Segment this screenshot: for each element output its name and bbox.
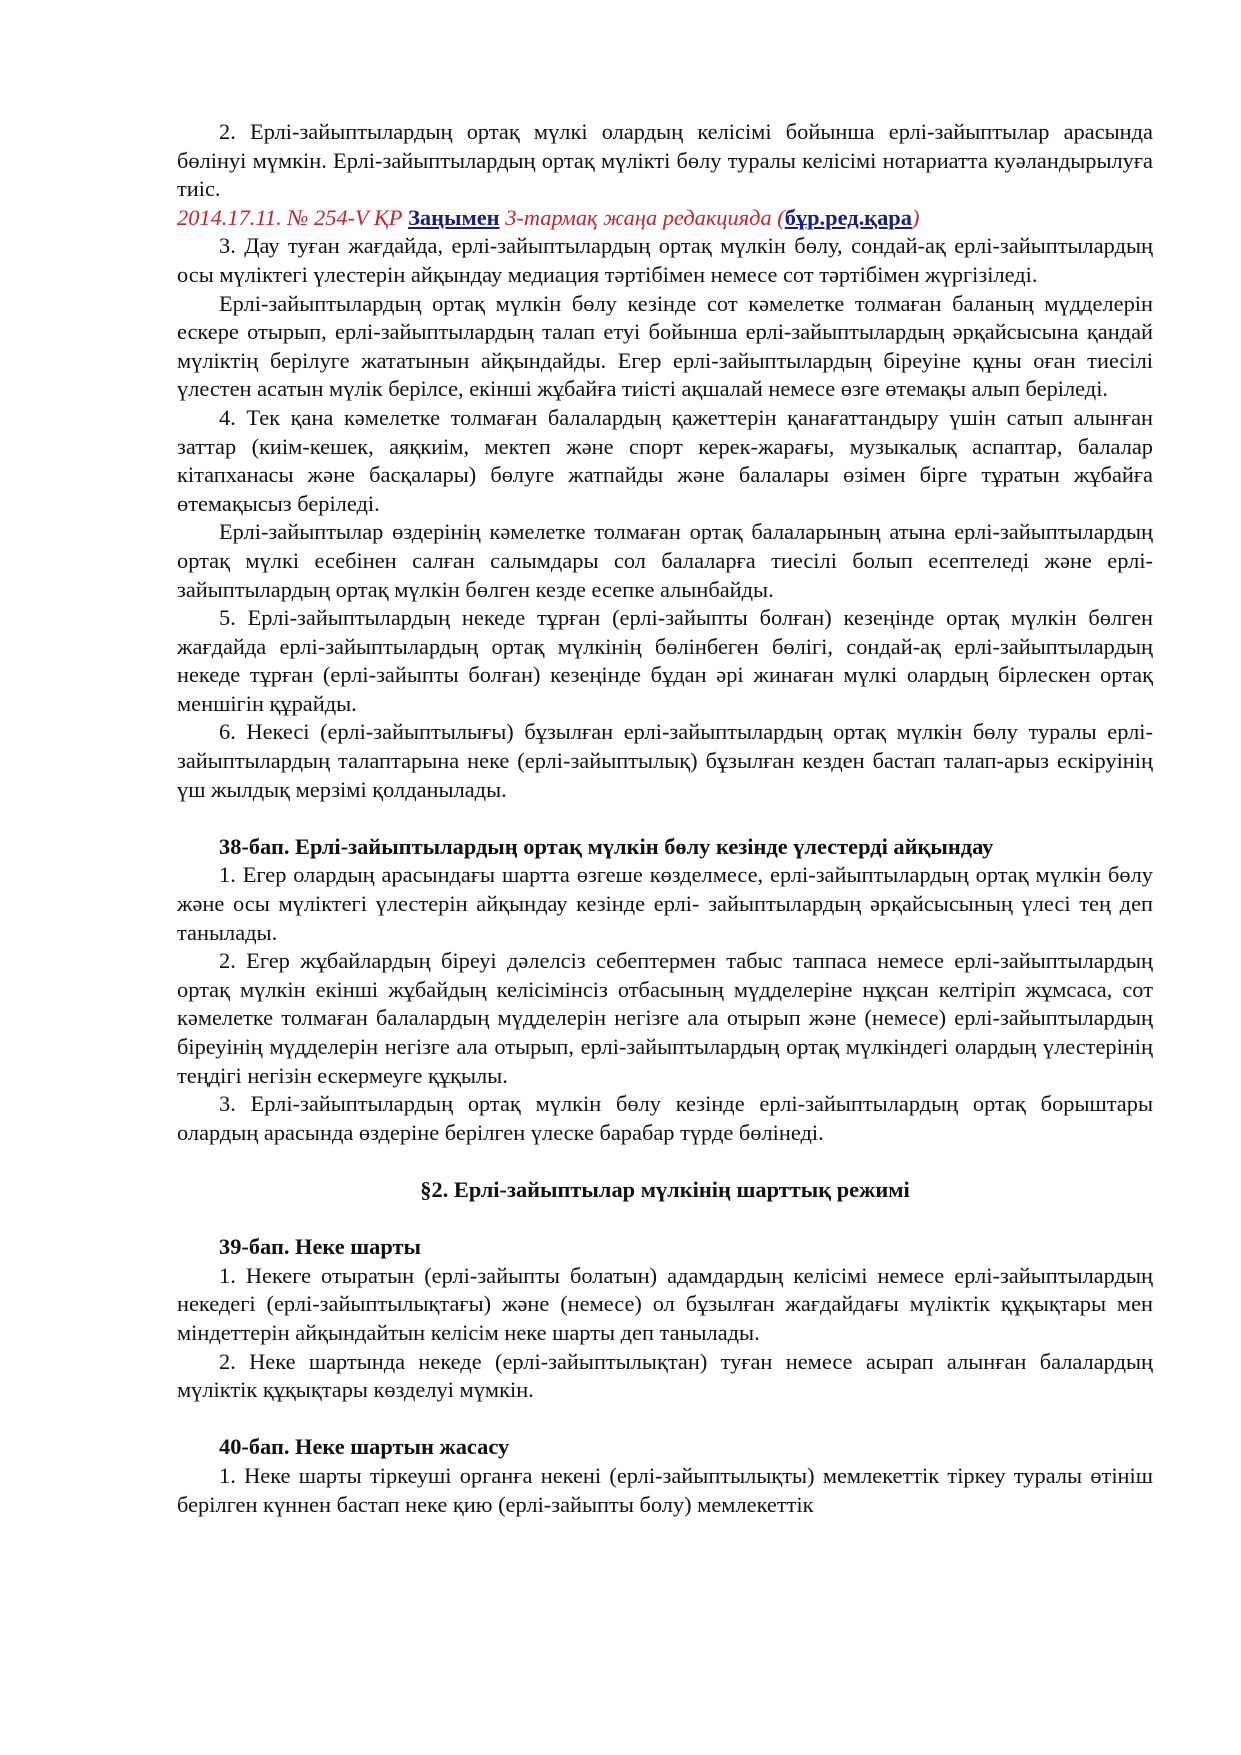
close-paren: )	[911, 204, 920, 230]
paragraph-37-4b: Ерлі-зайыптылар өздерінің кәмелетке толмаған ортақ балаларының атына ерлі-зайыптылардың ортақ мүлкі есебінен салған салымдары сол балаларға тиесілі болып есептеледі және ерлі-зайыптылардың ортақ мүлкін бөлген кезде есепке алынбайды.	[177, 519, 1153, 602]
previous-edition-link[interactable]: бұр.ред.қара	[784, 204, 912, 230]
article-40-title: 40-бап. Неке шартын жасасу	[219, 1434, 510, 1460]
paragraph-38-1: 1. Егер олардың арасындағы шартта өзгеше көзделмесе, ерлі-зайыптылардың ортақ мүлкін бөлу және осы мүліктегі үлестерін айқындау кезінде ерлі- зайыптылардың әрқайсысының үлесі тең деп танылады.	[177, 862, 1153, 945]
article-39-title: 39-бап. Неке шарты	[219, 1234, 422, 1260]
paragraph-37-2: 2. Ерлі-зайыптылардың ортақ мүлкі олардың келісімі бойынша ерлі-зайыптылар арасында бөлінуі мүмкін. Ерлі-зайыптылардың ортақ мүлікті бөлу туралы келісімі нотариатта куәландырылуға тиіс.	[177, 119, 1153, 202]
amendment-middle: 3-тармақ жаңа редакцияда	[505, 204, 772, 230]
paragraph-38-3: 3. Ерлі-зайыптылардың ортақ мүлкін бөлу кезінде ерлі-зайыптылардың ортақ борыштары олардың арасында өздеріне берілген үлеске барабар түрде бөлінеді.	[177, 1091, 1153, 1145]
amendment-prefix: 2014.17.11. № 254-V ҚР	[177, 204, 403, 230]
amendment-note	[177, 204, 1153, 233]
paragraph-38-2: 2. Егер жұбайлардың біреуі дәлелсіз себептермен табыс таппаса немесе ерлі-зайыптылардың ортақ мүлкін екінші жұбайдың келісімінсіз отбасының мүдделеріне нұқсан келтіріп жұмсаса, сот кәмелетке толмаған балалардың мүдделерін негізге ала отырып және (немесе) ерлі-зайыптылардың біреуінің мүдделерін негізге ала отырып, ерлі-зайыптылардың ортақ мүлкіндегі олардың үлестерінің теңдігі негізін ескермеуге құқылы.	[177, 948, 1153, 1088]
open-paren: (	[777, 204, 785, 230]
paragraph-37-6: 6. Некесі (ерлі-зайыптылығы) бұзылған ерлі-зайыптылардың ортақ мүлкін бөлу туралы ерлі-зайыптылардың талаптарына неке (ерлі-зайыптылық) бұзылған кезден бастап талап-арыз ескіруінің үш жылдық мерзімі қолданылады.	[177, 719, 1153, 802]
paragraph-37-4: 4. Тек қана кәмелетке толмаған балалардың қажеттерін қанағаттандыру үшін сатып алынған заттар (киім-кешек, аяқкиім, мектеп және спорт керек-жарағы, музыкалық аспаптар, балалар кітапханасы және басқалары) бөлуге жатпайды және балалары өзімен бірге тұратын жұбайға өтемақысыз беріледі.	[177, 404, 1153, 516]
spacer	[177, 804, 1153, 833]
paragraph-37-3b: Ерлі-зайыптылардың ортақ мүлкін бөлу кезінде сот кәмелетке толмаған баланың мүдделерін ескере отырып, ерлі-зайыптылардың талап етуі бойынша ерлі-зайыптылардың әрқайсысына қандай мүліктің берілуге жататынын айқындайды. Егер ерлі-зайыптылардың біреуіне құны оған тиесілі үлестен асатын мүлік берілсе, екінші жұбайға тиісті ақшалай немесе өзге өтемақы алып беріледі.	[177, 290, 1153, 402]
law-link[interactable]: Заңымен	[408, 204, 500, 230]
paragraph-40-1: 1. Неке шарты тіркеуші органға некені (ерлі-зайыптылықты) мемлекеттік тіркеу туралы өтініш берілген күннен бастап неке қию (ерлі-зайыпты болу) мемлекеттік	[177, 1462, 1153, 1517]
spacer	[177, 1405, 1153, 1434]
paragraph-39-2: 2. Неке шартында некеде (ерлі-зайыптылықтан) туған немесе асырап алынған балалардың мүліктік құқықтары көзделуі мүмкін.	[177, 1348, 1153, 1403]
spacer	[177, 1205, 1153, 1234]
paragraph-37-5: 5. Ерлі-зайыптылардың некеде тұрған (ерлі-зайыпты болған) кезеңінде ортақ мүлкін бөлген жағдайда ерлі-зайыптылардың ортақ мүлкінің бөлінбеген бөлігі, сондай-ақ ерлі-зайыптылардың некеде тұрған (ерлі-зайыпты болған) кезеңінде бұдан әрі жинаған мүлкі олардың бірлескен ортақ меншігін құрайды.	[177, 605, 1153, 716]
document-page	[177, 118, 1153, 1519]
paragraph-37-3: 3. Дау туған жағдайда, ерлі-зайыптылардың ортақ мүлкін бөлу, сондай-ақ ерлі-зайыптылардың осы мүліктегі үлестерін айқындау медиация тәртібімен немесе сот тәртібімен жүргізіледі.	[177, 233, 1153, 287]
section-2-title: §2. Ерлі-зайыптылар мүлкінің шарттық режимі	[420, 1176, 910, 1202]
paragraph-39-1: 1. Некеге отыратын (ерлі-зайыпты болатын) адамдардың келісімі немесе ерлі-зайыптылардың некедегі (ерлі-зайыптылықтағы) және (немесе) ол бұзылған жағдайдағы мүліктік құқықтары мен міндеттерін айқындайтын келісім неке шарты деп танылады.	[177, 1262, 1153, 1345]
article-38-title: 38-бап. Ерлі-зайыптылардың ортақ мүлкін бөлу кезінде үлестерді айқындау	[219, 833, 994, 859]
spacer	[177, 1147, 1153, 1176]
